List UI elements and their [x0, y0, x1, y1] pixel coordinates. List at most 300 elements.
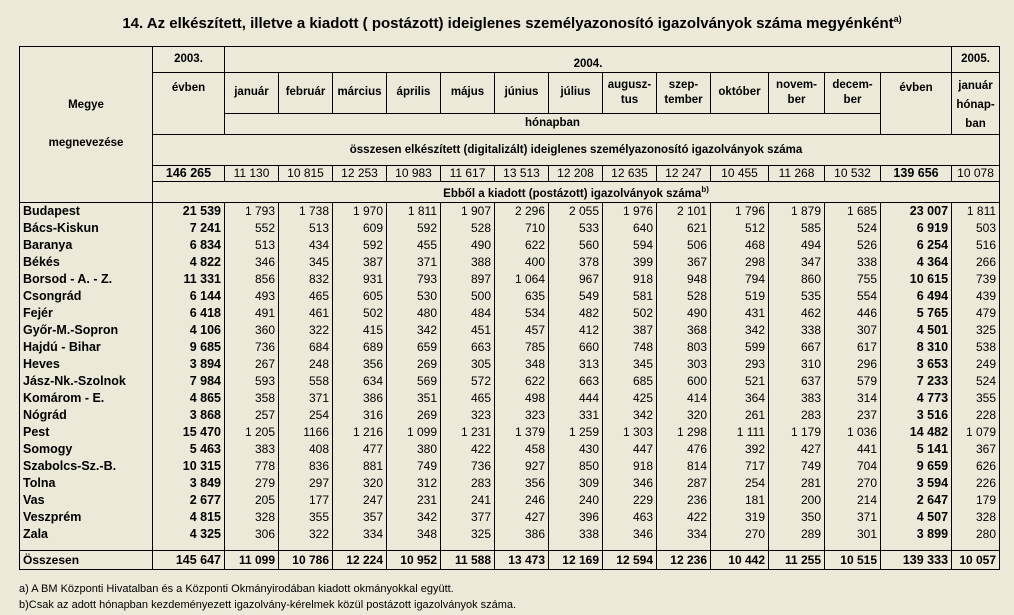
value-cell: 298: [711, 254, 769, 271]
table-row: [20, 407, 1000, 424]
value-cell: 348: [387, 526, 441, 543]
value-cell: 482: [549, 305, 603, 322]
value-cell: 1 796: [711, 202, 769, 220]
value-cell: 269: [387, 356, 441, 373]
value-cell: 491: [225, 305, 279, 322]
value-cell: 513: [225, 237, 279, 254]
value-cell: 918: [603, 458, 657, 475]
value-cell: 181: [711, 492, 769, 509]
value-cell: 309: [549, 475, 603, 492]
value-cell: 6 494: [881, 288, 952, 305]
value-cell: 663: [549, 373, 603, 390]
value-cell: 663: [441, 339, 495, 356]
value-cell: 179: [952, 492, 1000, 509]
county-name: Zala: [20, 526, 153, 543]
value-cell: 832: [279, 271, 333, 288]
value-cell: 494: [769, 237, 825, 254]
value-cell: 10 952: [387, 550, 441, 569]
county-header-line2: megnevezése: [48, 137, 124, 150]
value-cell: 526: [825, 237, 881, 254]
value-cell: 684: [279, 339, 333, 356]
total-row: [20, 550, 1000, 569]
table-row: [20, 441, 1000, 458]
value-cell: 490: [441, 237, 495, 254]
county-name: Szabolcs-Sz.-B.: [20, 458, 153, 475]
value-cell: 10 442: [711, 550, 769, 569]
value-cell: 1 079: [952, 424, 1000, 441]
value-cell: 441: [825, 441, 881, 458]
value-cell: 600: [657, 373, 711, 390]
value-cell: 592: [333, 237, 387, 254]
value-cell: 377: [441, 509, 495, 526]
value-cell: 281: [769, 475, 825, 492]
value-cell: 296: [825, 356, 881, 373]
value-cell: 622: [495, 373, 549, 390]
all-made-header: [153, 135, 1000, 166]
year-2004-total-header: évben: [881, 73, 952, 135]
value-cell: 229: [603, 492, 657, 509]
value-cell: 1 907: [441, 202, 495, 220]
county-name: Hajdú - Bihar: [20, 339, 153, 356]
month-header: március: [333, 73, 387, 114]
value-cell: 1 036: [825, 424, 881, 441]
value-cell: 387: [333, 254, 387, 271]
value-cell: 2 647: [881, 492, 952, 509]
table-row: [20, 458, 1000, 475]
value-cell: 749: [769, 458, 825, 475]
value-cell: 637: [769, 373, 825, 390]
value-cell: 388: [441, 254, 495, 271]
value-cell: 371: [825, 509, 881, 526]
value-cell: 516: [952, 237, 1000, 254]
value-cell: 3 899: [881, 526, 952, 543]
value-cell: 4 106: [153, 322, 225, 339]
value-cell: 10 786: [279, 550, 333, 569]
value-cell: 736: [441, 458, 495, 475]
value-cell: 380: [387, 441, 441, 458]
county-name: Heves: [20, 356, 153, 373]
value-cell: 836: [279, 458, 333, 475]
value-cell: 6 418: [153, 305, 225, 322]
value-cell: 10 515: [825, 550, 881, 569]
table-title: [0, 0, 1014, 38]
value-cell: 236: [657, 492, 711, 509]
month-header: április: [387, 73, 441, 114]
value-cell: 621: [657, 220, 711, 237]
value-cell: 422: [441, 441, 495, 458]
county-name: Borsod - A. - Z.: [20, 271, 153, 288]
value-cell: 785: [495, 339, 549, 356]
title-footnote-mark: a): [893, 14, 902, 24]
value-cell: 5 463: [153, 441, 225, 458]
value-cell: 356: [495, 475, 549, 492]
value-cell: 476: [657, 441, 711, 458]
issued-header: [153, 182, 1000, 203]
county-name: Győr-M.-Sopron: [20, 322, 153, 339]
spacer-cell: [153, 543, 225, 551]
value-cell: 350: [769, 509, 825, 526]
value-cell: 533: [549, 220, 603, 237]
value-cell: 4 815: [153, 509, 225, 526]
value-cell: 323: [441, 407, 495, 424]
footnote-b: b)Csak az adott hónapban kezdeményezett igazolvány-kérelmek közül postázott igazolványok száma.: [19, 599, 517, 611]
spacer-cell: [769, 543, 825, 551]
value-cell: 803: [657, 339, 711, 356]
all-made-cell: 146 265: [153, 166, 225, 182]
value-cell: 484: [441, 305, 495, 322]
value-cell: 1 111: [711, 424, 769, 441]
value-cell: 881: [333, 458, 387, 475]
value-cell: 552: [225, 220, 279, 237]
value-cell: 4 364: [881, 254, 952, 271]
value-cell: 581: [603, 288, 657, 305]
value-cell: 538: [952, 339, 1000, 356]
table-row: [20, 356, 1000, 373]
value-cell: 814: [657, 458, 711, 475]
value-cell: 399: [603, 254, 657, 271]
value-cell: 3 849: [153, 475, 225, 492]
value-cell: 348: [495, 356, 549, 373]
value-cell: 667: [769, 339, 825, 356]
value-cell: 927: [495, 458, 549, 475]
value-cell: 948: [657, 271, 711, 288]
value-cell: 4 507: [881, 509, 952, 526]
value-cell: 490: [657, 305, 711, 322]
value-cell: 307: [825, 322, 881, 339]
value-cell: 358: [225, 390, 279, 407]
all-made-cell: 11 617: [441, 166, 495, 182]
value-cell: 145 647: [153, 550, 225, 569]
value-cell: 312: [387, 475, 441, 492]
value-cell: 11 588: [441, 550, 495, 569]
value-cell: 1 259: [549, 424, 603, 441]
value-cell: 261: [711, 407, 769, 424]
value-cell: 4 773: [881, 390, 952, 407]
value-cell: 396: [549, 509, 603, 526]
value-cell: 897: [441, 271, 495, 288]
value-cell: 422: [657, 509, 711, 526]
value-cell: 856: [225, 271, 279, 288]
table-row: [20, 424, 1000, 441]
title-text: 14. Az elkészített, illetve a kiadott ( postázott) ideiglenes személyazonosító igazolványok száma megyénként: [122, 15, 894, 32]
value-cell: 506: [657, 237, 711, 254]
county-name: Vas: [20, 492, 153, 509]
county-name: Békés: [20, 254, 153, 271]
value-cell: 755: [825, 271, 881, 288]
value-cell: 1 811: [952, 202, 1000, 220]
value-cell: 383: [225, 441, 279, 458]
value-cell: 345: [279, 254, 333, 271]
value-cell: 524: [825, 220, 881, 237]
value-cell: 519: [711, 288, 769, 305]
value-cell: 6 919: [881, 220, 952, 237]
month-header: október: [711, 73, 769, 114]
value-cell: 11 255: [769, 550, 825, 569]
value-cell: 345: [603, 356, 657, 373]
value-cell: 283: [769, 407, 825, 424]
table-row: [20, 492, 1000, 509]
value-cell: 626: [952, 458, 1000, 475]
value-cell: 9 685: [153, 339, 225, 356]
value-cell: 357: [333, 509, 387, 526]
value-cell: 254: [279, 407, 333, 424]
value-cell: 468: [711, 237, 769, 254]
value-cell: 498: [495, 390, 549, 407]
value-cell: 451: [441, 322, 495, 339]
spacer-row: [20, 543, 1000, 551]
county-name: Pest: [20, 424, 153, 441]
month-header: szep-tember: [657, 73, 711, 114]
value-cell: 685: [603, 373, 657, 390]
value-cell: 9 659: [881, 458, 952, 475]
value-cell: 3 653: [881, 356, 952, 373]
value-cell: 386: [333, 390, 387, 407]
value-cell: 6 254: [881, 237, 952, 254]
value-cell: 331: [549, 407, 603, 424]
value-cell: 444: [549, 390, 603, 407]
value-cell: 293: [711, 356, 769, 373]
value-cell: 306: [225, 526, 279, 543]
value-cell: 554: [825, 288, 881, 305]
issued-footnote-mark: b): [701, 185, 709, 194]
value-cell: 572: [441, 373, 495, 390]
value-cell: 463: [603, 509, 657, 526]
value-cell: 710: [495, 220, 549, 237]
value-cell: 247: [333, 492, 387, 509]
spacer-cell: [225, 543, 279, 551]
value-cell: 313: [549, 356, 603, 373]
value-cell: 328: [225, 509, 279, 526]
value-cell: 500: [441, 288, 495, 305]
spacer-cell: [20, 543, 153, 551]
value-cell: 579: [825, 373, 881, 390]
value-cell: 465: [441, 390, 495, 407]
value-cell: 12 169: [549, 550, 603, 569]
value-cell: 3 516: [881, 407, 952, 424]
value-cell: 334: [657, 526, 711, 543]
value-cell: 257: [225, 407, 279, 424]
value-cell: 10 615: [881, 271, 952, 288]
value-cell: 717: [711, 458, 769, 475]
month-header: július: [549, 73, 603, 114]
issued-header-text: Ebből a kiadott (postázott) igazolványok száma: [443, 187, 702, 200]
all-made-cell: 10 815: [279, 166, 333, 182]
all-made-cell: 12 253: [333, 166, 387, 182]
value-cell: 427: [495, 509, 549, 526]
value-cell: 2 055: [549, 202, 603, 220]
all-made-cell: 10 455: [711, 166, 769, 182]
value-cell: 266: [952, 254, 1000, 271]
value-cell: 279: [225, 475, 279, 492]
value-cell: 320: [657, 407, 711, 424]
value-cell: 502: [333, 305, 387, 322]
value-cell: 967: [549, 271, 603, 288]
value-cell: 748: [603, 339, 657, 356]
spacer-cell: [495, 543, 549, 551]
all-made-cell: 11 130: [225, 166, 279, 182]
value-cell: 850: [549, 458, 603, 475]
value-cell: 427: [769, 441, 825, 458]
value-cell: 4 325: [153, 526, 225, 543]
value-cell: 558: [279, 373, 333, 390]
value-cell: 269: [387, 407, 441, 424]
all-made-cell: 11 268: [769, 166, 825, 182]
value-cell: 513: [279, 220, 333, 237]
value-cell: 689: [333, 339, 387, 356]
value-cell: 434: [279, 237, 333, 254]
value-cell: 325: [441, 526, 495, 543]
value-cell: 248: [279, 356, 333, 373]
county-name: Összesen: [20, 550, 153, 569]
value-cell: 736: [225, 339, 279, 356]
value-cell: 412: [549, 322, 603, 339]
value-cell: 1 379: [495, 424, 549, 441]
value-cell: 371: [387, 254, 441, 271]
all-made-cell: 139 656: [881, 166, 952, 182]
value-cell: 13 473: [495, 550, 549, 569]
value-cell: 8 310: [881, 339, 952, 356]
value-cell: 400: [495, 254, 549, 271]
year-2004-header: 2004.: [225, 47, 952, 73]
month-header: február: [279, 73, 333, 114]
value-cell: 4 501: [881, 322, 952, 339]
value-cell: 338: [769, 322, 825, 339]
value-cell: 1 738: [279, 202, 333, 220]
value-cell: 6 144: [153, 288, 225, 305]
value-cell: 237: [825, 407, 881, 424]
month-header: decem-ber: [825, 73, 881, 114]
spacer-cell: [441, 543, 495, 551]
value-cell: 11 099: [225, 550, 279, 569]
county-name: Komárom - E.: [20, 390, 153, 407]
all-made-header-text: összesen elkészített (digitalizált) ideiglenes személyazonosító igazolványok száma: [349, 143, 803, 156]
value-cell: 11 331: [153, 271, 225, 288]
value-cell: 240: [549, 492, 603, 509]
value-cell: 1 303: [603, 424, 657, 441]
value-cell: 931: [333, 271, 387, 288]
value-cell: 325: [952, 322, 1000, 339]
value-cell: 12 224: [333, 550, 387, 569]
value-cell: 228: [952, 407, 1000, 424]
value-cell: 214: [825, 492, 881, 509]
value-cell: 549: [549, 288, 603, 305]
value-cell: 447: [603, 441, 657, 458]
value-cell: 289: [769, 526, 825, 543]
month-header: novem-ber: [769, 73, 825, 114]
value-cell: 414: [657, 390, 711, 407]
spacer-cell: [549, 543, 603, 551]
value-cell: 528: [657, 288, 711, 305]
value-cell: 378: [549, 254, 603, 271]
value-cell: 415: [333, 322, 387, 339]
all-made-cell: 12 247: [657, 166, 711, 182]
value-cell: 457: [495, 322, 549, 339]
county-name: Tolna: [20, 475, 153, 492]
year-2005-january-header: január hónap-ban: [952, 73, 1000, 135]
value-cell: 502: [603, 305, 657, 322]
value-cell: 246: [495, 492, 549, 509]
value-cell: 5 141: [881, 441, 952, 458]
table-row: [20, 288, 1000, 305]
all-made-cell: 12 208: [549, 166, 603, 182]
value-cell: 455: [387, 237, 441, 254]
value-cell: 1 064: [495, 271, 549, 288]
county-name: Fejér: [20, 305, 153, 322]
value-cell: 12 594: [603, 550, 657, 569]
value-cell: 1 793: [225, 202, 279, 220]
value-cell: 622: [495, 237, 549, 254]
value-cell: 21 539: [153, 202, 225, 220]
value-cell: 322: [279, 526, 333, 543]
year-2005-header: 2005.: [952, 47, 1000, 73]
value-cell: 323: [495, 407, 549, 424]
value-cell: 793: [387, 271, 441, 288]
month-header: augusz-tus: [603, 73, 657, 114]
value-cell: 3 868: [153, 407, 225, 424]
value-cell: 342: [711, 322, 769, 339]
all-made-cell: 12 635: [603, 166, 657, 182]
table-row: [20, 202, 1000, 220]
value-cell: 342: [387, 509, 441, 526]
value-cell: 3 594: [881, 475, 952, 492]
month-group-header: hónapban: [225, 113, 881, 134]
statistics-table: [19, 46, 1000, 570]
county-name: Bács-Kiskun: [20, 220, 153, 237]
value-cell: 346: [603, 526, 657, 543]
value-cell: 503: [952, 220, 1000, 237]
value-cell: 560: [549, 237, 603, 254]
county-header: [20, 47, 153, 203]
value-cell: 200: [769, 492, 825, 509]
value-cell: 249: [952, 356, 1000, 373]
value-cell: 635: [495, 288, 549, 305]
county-header-line1: Megye: [68, 99, 104, 112]
month-header: január: [225, 73, 279, 114]
value-cell: 408: [279, 441, 333, 458]
value-cell: 23 007: [881, 202, 952, 220]
value-cell: 493: [225, 288, 279, 305]
month-header: május: [441, 73, 495, 114]
value-cell: 1166: [279, 424, 333, 441]
value-cell: 1 811: [387, 202, 441, 220]
value-cell: 794: [711, 271, 769, 288]
footnote-a: a) A BM Központi Hivatalban és a Központi Okmányirodában kiadott okmányokkal együtt.: [19, 583, 454, 595]
value-cell: 226: [952, 475, 1000, 492]
value-cell: 319: [711, 509, 769, 526]
value-cell: 139 333: [881, 550, 952, 569]
value-cell: 283: [441, 475, 495, 492]
spacer-cell: [881, 543, 952, 551]
all-made-cell: 10 078: [952, 166, 1000, 182]
value-cell: 7 233: [881, 373, 952, 390]
value-cell: 367: [657, 254, 711, 271]
value-cell: 387: [603, 322, 657, 339]
value-cell: 205: [225, 492, 279, 509]
value-cell: 1 976: [603, 202, 657, 220]
value-cell: 778: [225, 458, 279, 475]
value-cell: 301: [825, 526, 881, 543]
value-cell: 347: [769, 254, 825, 271]
value-cell: 1 205: [225, 424, 279, 441]
value-cell: 280: [952, 526, 1000, 543]
all-made-cell: 10 983: [387, 166, 441, 182]
spacer-cell: [825, 543, 881, 551]
value-cell: 1 970: [333, 202, 387, 220]
value-cell: 480: [387, 305, 441, 322]
table-row: [20, 475, 1000, 492]
value-cell: 605: [333, 288, 387, 305]
value-cell: 314: [825, 390, 881, 407]
